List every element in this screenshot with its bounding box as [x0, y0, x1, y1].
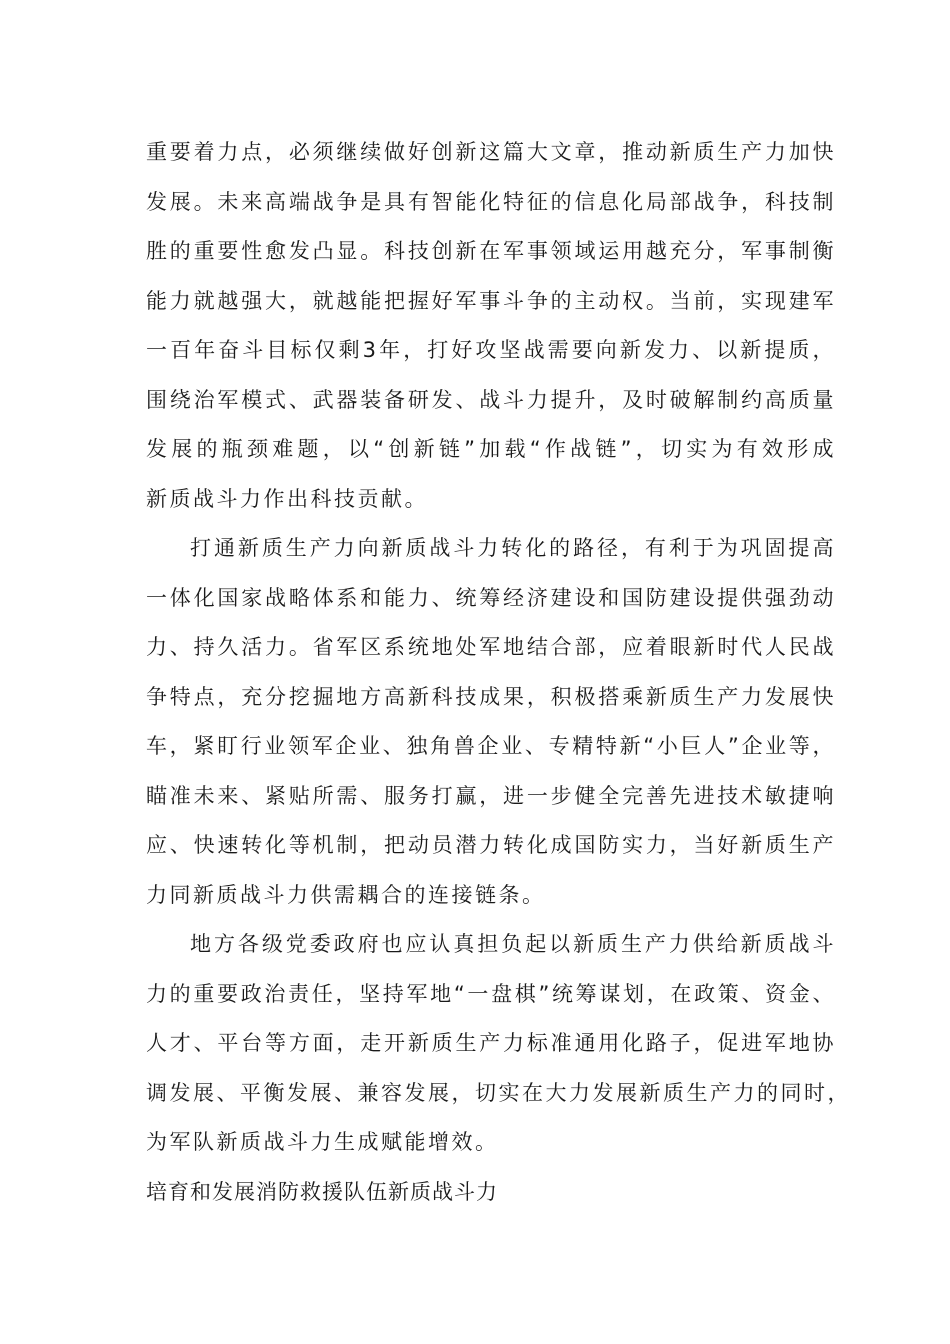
paragraph-line: 应、快速转化等机制，把动员潜力转化成国防实力，当好新质生产 [146, 833, 836, 857]
paragraph-line: 车，紧盯行业领军企业、独角兽企业、专精特新“小巨人”企业等， [146, 734, 836, 758]
paragraph-line: 发展。未来高端战争是具有智能化特征的信息化局部战争，科技制 [146, 189, 836, 214]
paragraph-line: 力同新质战斗力供需耦合的连接链条。 [146, 882, 546, 907]
paragraph-line: 力、持久活力。省军区系统地处军地结合部，应着眼新时代人民战 [146, 635, 836, 659]
paragraph-line: 一百年奋斗目标仅剩3年，打好攻坚战需要向新发力、以新提质， [146, 338, 836, 362]
paragraph-line: 力的重要政治责任，坚持军地“一盘棋”统筹谋划，在政策、资金、 [146, 981, 836, 1006]
paragraph-2 [146, 524, 836, 920]
paragraph-line: 地方各级党委政府也应认真担负起以新质生产力供给新质战斗 [190, 932, 836, 956]
paragraph-line: 新质战斗力作出科技贡献。 [146, 486, 428, 511]
paragraph-1 [146, 128, 836, 524]
paragraph-line: 调发展、平衡发展、兼容发展，切实在大力发展新质生产力的同时， [146, 1080, 851, 1105]
paragraph-line: 重要着力点，必须继续做好创新这篇大文章，推动新质生产力加快 [146, 140, 836, 164]
paragraph-line: 胜的重要性愈发凸显。科技创新在军事领域运用越充分，军事制衡 [146, 239, 836, 263]
paragraph-line: 发展的瓶颈难题，以“创新链”加载“作战链”，切实为有效形成 [146, 437, 836, 461]
paragraph-3 [146, 920, 851, 1168]
section-heading: 培育和发展消防救援队伍新质战斗力 [146, 1180, 498, 1204]
paragraph-line: 瞄准未来、紧贴所需、服务打赢，进一步健全完善先进技术敏捷响 [146, 783, 836, 808]
document-body [146, 128, 851, 1168]
paragraph-line: 能力就越强大，就越能把握好军事斗争的主动权。当前，实现建军 [146, 288, 836, 313]
paragraph-line: 围绕治军模式、武器装备研发、战斗力提升，及时破解制约高质量 [146, 387, 836, 412]
paragraph-line: 为军队新质战斗力生成赋能增效。 [146, 1130, 499, 1154]
paragraph-line: 争特点，充分挖掘地方高新科技成果，积极搭乘新质生产力发展快 [146, 684, 836, 709]
paragraph-line: 一体化国家战略体系和能力、统筹经济建设和国防建设提供强劲动 [146, 585, 836, 610]
paragraph-line: 打通新质生产力向新质战斗力转化的路径，有利于为巩固提高 [190, 536, 836, 560]
paragraph-line: 人才、平台等方面，走开新质生产力标准通用化路子，促进军地协 [146, 1031, 836, 1055]
